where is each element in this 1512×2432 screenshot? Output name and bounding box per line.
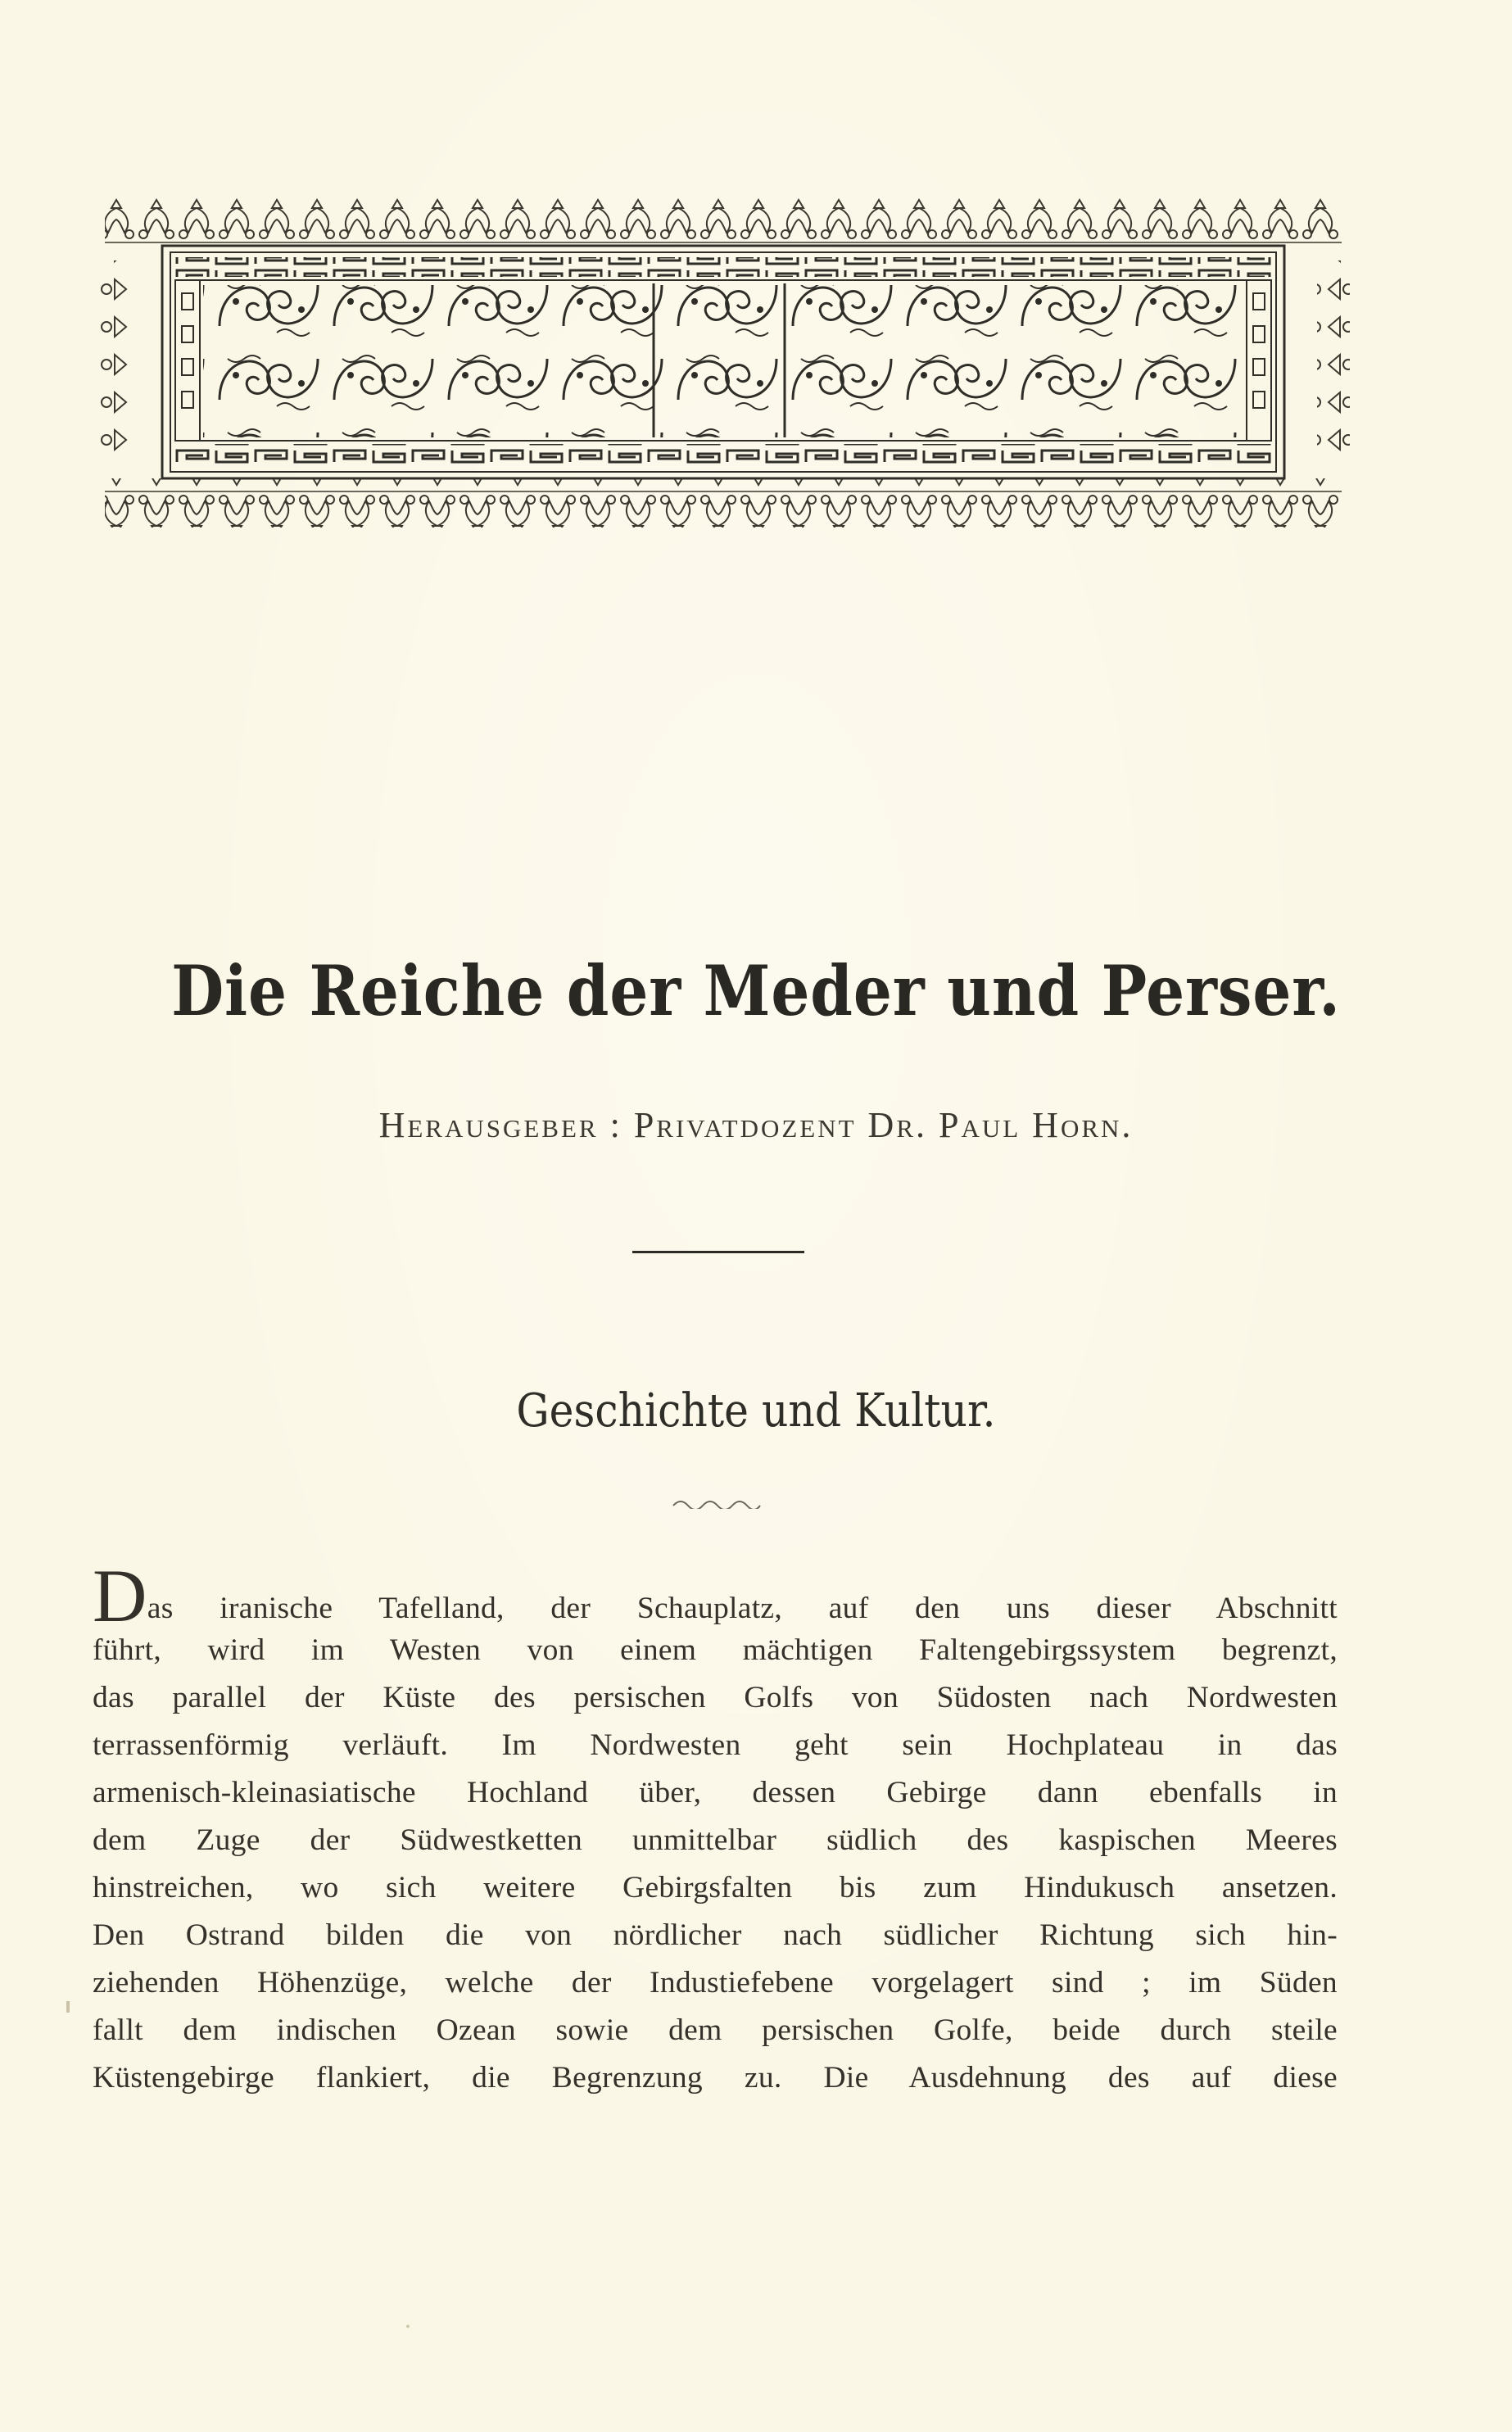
editor-line: Herausgeber : Privatdozent Dr. Paul Horn. [378,1105,1134,1145]
text-line-7: hinstreichen, wo sich weitere Gebirgsfalten bis zum Hindukusch ansetzen. [93,1871,1338,1904]
drop-cap: D [93,1554,147,1637]
ornament-graphic [97,195,1350,528]
text-line-11: Küstengebirge flankiert, die Begrenzung zu. Die Ausdehnung des auf diese [93,2061,1338,2095]
body-text [93,1554,1338,2102]
text-line-6: dem Zuge der Südwestketten unmittelbar südlich des kaspischen Meeres [93,1823,1338,1857]
text-line-2: führt, wird im Westen von einem mächtigen Faltengebirgssystem begrenzt, [93,1633,1338,1667]
section-heading: Geschichte und Kultur. [516,1384,996,1438]
tilde-ornament [672,1497,762,1509]
page-title: Die Reiche der Meder und Perser. [171,950,1341,1031]
text-line-3: das parallel der Küste des persischen Golfs von Südosten nach Nordwesten [93,1681,1338,1714]
ornamental-header-border [97,195,1350,528]
margin-mark [66,2001,70,2013]
text-line-1 [93,1554,1338,1637]
text-line-8: Den Ostrand bilden die von nördlicher nach südlicher Richtung sich hin- [93,1918,1338,1952]
text-line-9: ziehenden Höhenzüge, welche der Industiefebene vorgelagert sind ; im Süden [93,1966,1338,1999]
text-line-4: terrassenförmig verläuft. Im Nordwesten geht sein Hochplateau in das [93,1728,1338,1762]
text-line-10: fallt dem indischen Ozean sowie dem persischen Golfe, beide durch steile [93,2013,1338,2047]
separator-rule [632,1251,804,1253]
text-line-1-content: as iranische Tafelland, der Schauplatz, auf den uns dieser Abschnitt [147,1592,1338,1625]
text-line-5: armenisch-kleinasiatische Hochland über, dessen Gebirge dann ebenfalls in [93,1776,1338,1809]
paper-speck [406,2325,410,2328]
